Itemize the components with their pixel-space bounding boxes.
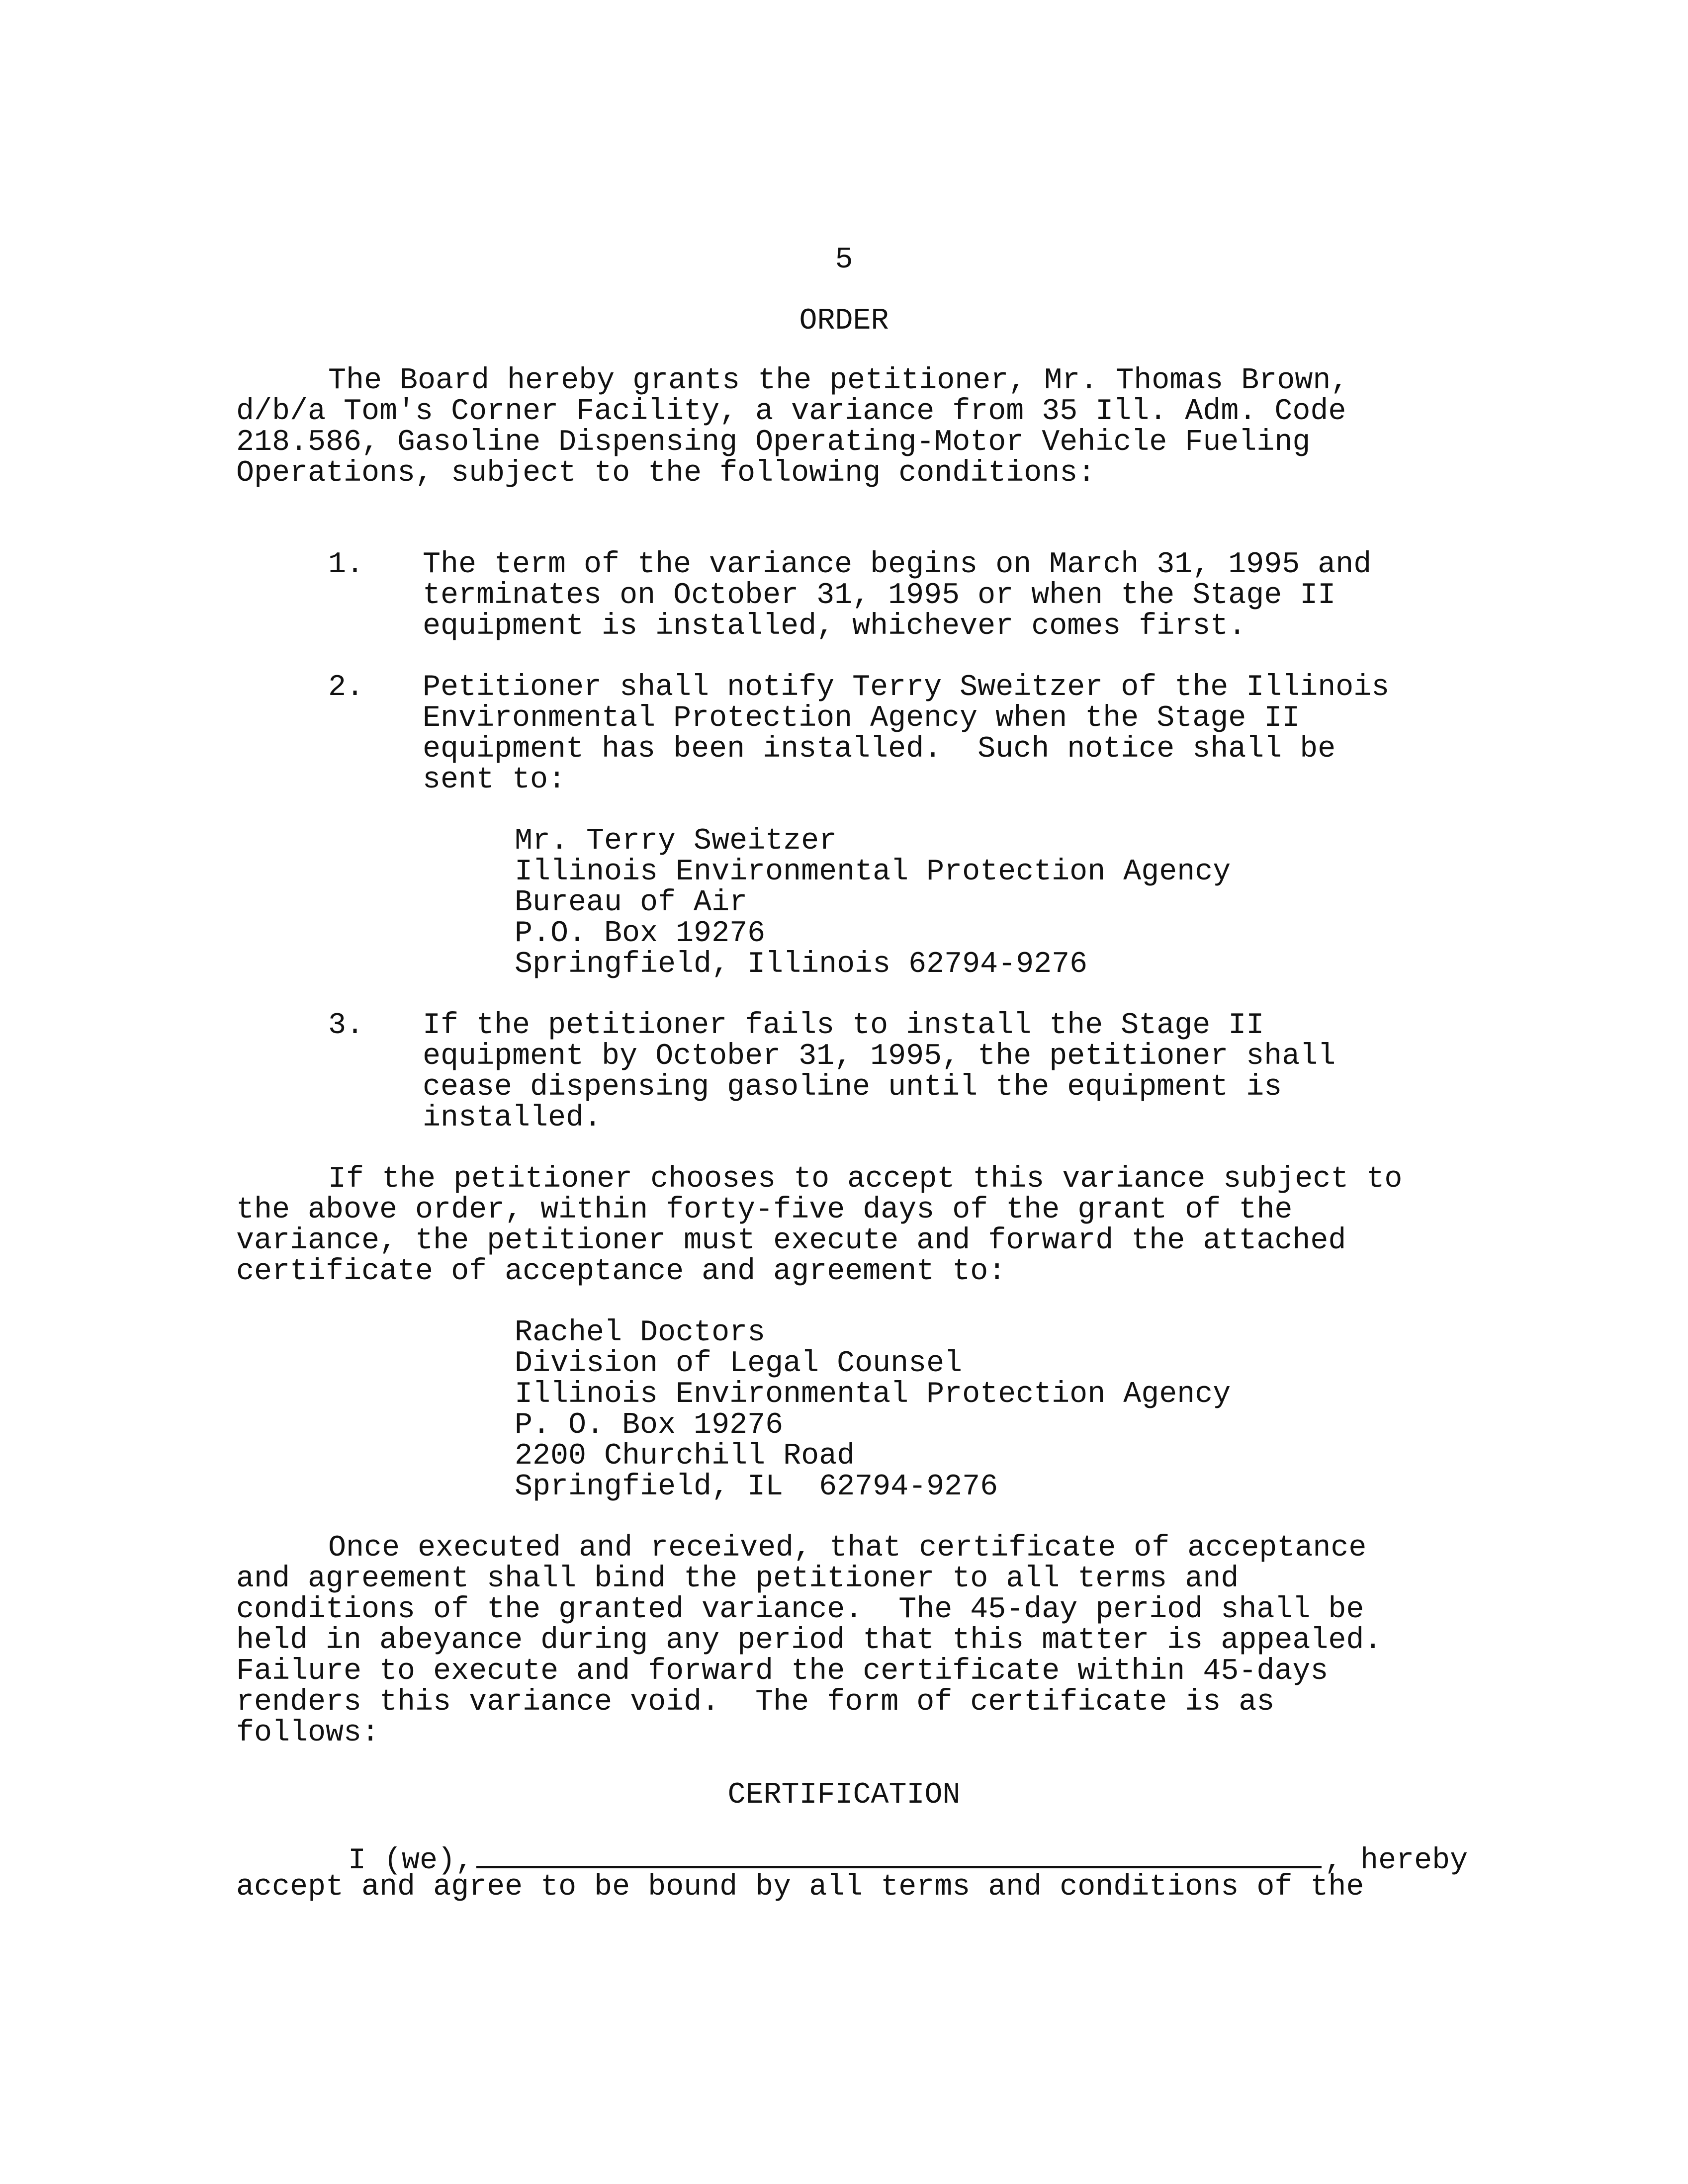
condition-number: 2.	[328, 671, 364, 704]
notice-address-line: Illinois Environmental Protection Agency	[515, 855, 1231, 889]
executed-line: follows:	[236, 1716, 380, 1750]
condition-line: equipment by October 31, 1995, the petitioner shall	[423, 1040, 1336, 1073]
certification-heading: CERTIFICATION	[727, 1778, 961, 1812]
intro-line: Operations, subject to the following conditions:	[236, 456, 1096, 490]
acceptance-line: certificate of acceptance and agreement to:	[236, 1255, 1006, 1289]
condition-line: Petitioner shall notify Terry Sweitzer of the Illinois	[423, 671, 1390, 704]
notice-address-line: P.O. Box 19276	[515, 917, 766, 951]
condition-line: The term of the variance begins on March 31, 1995 and	[423, 548, 1372, 582]
executed-line: conditions of the granted variance. The 45-day period shall be	[236, 1593, 1364, 1627]
acceptance-line: the above order, within forty-five days of the grant of the	[236, 1193, 1293, 1227]
condition-line: sent to:	[423, 763, 566, 797]
intro-line: d/b/a Tom's Corner Facility, a variance from 35 Ill. Adm. Code	[236, 395, 1346, 429]
acceptance-line: If the petitioner chooses to accept this variance subject to	[328, 1162, 1403, 1196]
notice-address-line: Springfield, Illinois 62794-9276	[515, 948, 1088, 981]
name-blank[interactable]	[476, 1841, 1322, 1868]
certification-prefix: I (we),	[348, 1844, 474, 1878]
condition-number: 1.	[328, 548, 364, 582]
condition-line: equipment is installed, whichever comes first.	[423, 610, 1246, 643]
condition-line: terminates on October 31, 1995 or when the Stage II	[423, 579, 1336, 612]
executed-line: Once executed and received, that certificate of acceptance	[328, 1531, 1367, 1565]
executed-line: and agreement shall bind the petitioner to all terms and	[236, 1562, 1239, 1596]
executed-line: held in abeyance during any period that this matter is appealed.	[236, 1624, 1382, 1658]
certification-line-2: accept and agree to be bound by all terms and conditions of the	[236, 1870, 1364, 1904]
condition-line: If the petitioner fails to install the Stage II	[423, 1009, 1264, 1043]
counsel-address-line: 2200 Churchill Road	[515, 1439, 855, 1473]
condition-line: Environmental Protection Agency when the Stage II	[423, 701, 1300, 735]
intro-line: The Board hereby grants the petitioner, Mr. Thomas Brown,	[328, 364, 1349, 398]
counsel-address-line: P. O. Box 19276	[515, 1408, 784, 1442]
page-number: 5	[835, 243, 853, 277]
counsel-address-line: Rachel Doctors	[515, 1316, 766, 1350]
intro-line: 218.586, Gasoline Dispensing Operating-Motor Vehicle Fueling	[236, 426, 1311, 459]
counsel-address-line: Springfield, IL 62794-9276	[515, 1470, 998, 1504]
notice-address-line: Bureau of Air	[515, 886, 748, 920]
counsel-address-line: Division of Legal Counsel	[515, 1347, 963, 1381]
condition-number: 3.	[328, 1009, 364, 1043]
certification-suffix: , hereby	[1325, 1844, 1468, 1878]
executed-line: Failure to execute and forward the certificate within 45-days	[236, 1655, 1329, 1688]
counsel-address-line: Illinois Environmental Protection Agency	[515, 1378, 1231, 1411]
notice-address-line: Mr. Terry Sweitzer	[515, 824, 837, 858]
condition-line: cease dispensing gasoline until the equipment is	[423, 1070, 1282, 1104]
executed-line: renders this variance void. The form of certificate is as	[236, 1685, 1275, 1719]
condition-line: equipment has been installed. Such notice shall be	[423, 732, 1336, 766]
acceptance-line: variance, the petitioner must execute and forward the attached	[236, 1224, 1346, 1258]
condition-line: installed.	[423, 1101, 602, 1135]
order-heading: ORDER	[799, 304, 889, 338]
